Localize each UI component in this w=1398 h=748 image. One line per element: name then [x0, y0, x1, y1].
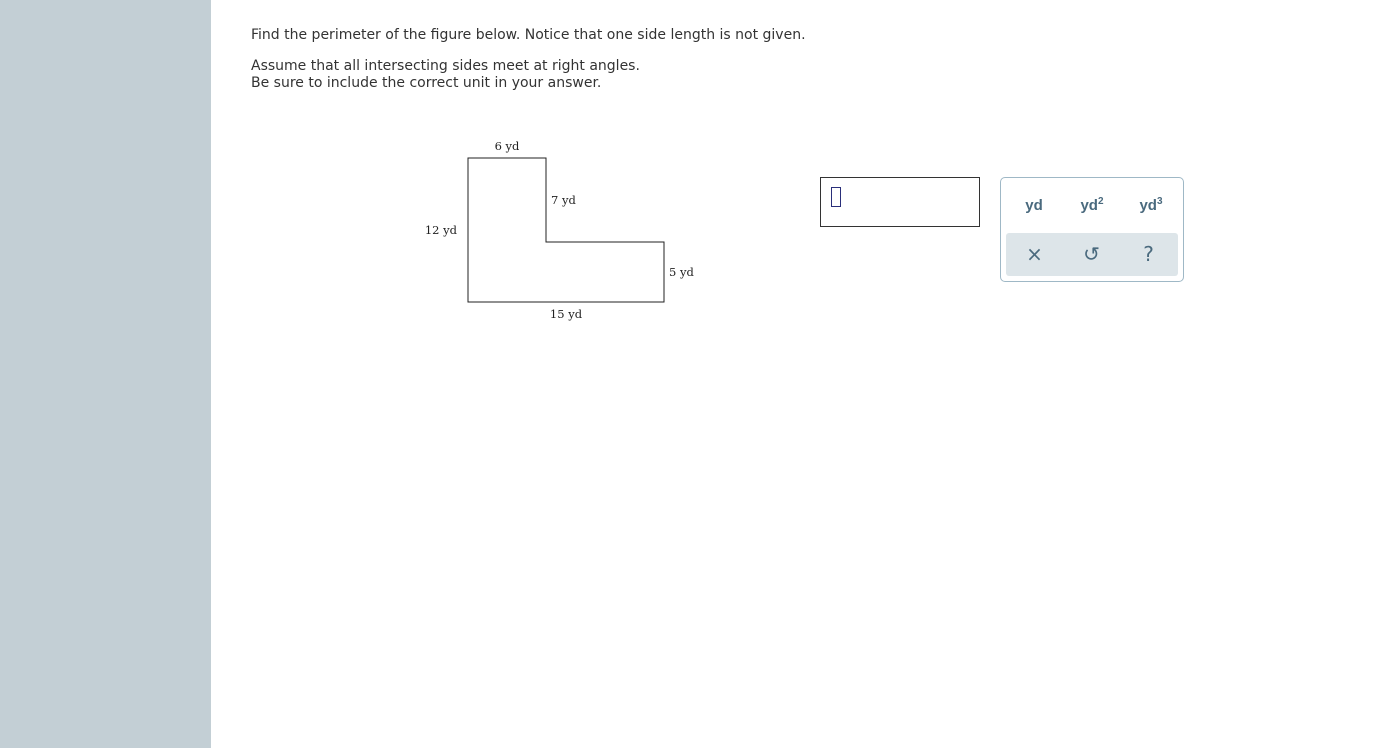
label-bottom: 15 yd: [549, 307, 583, 321]
help-icon[interactable]: ?: [1143, 242, 1154, 266]
unit-yd-cubed-button[interactable]: $yd^3$: [1139, 196, 1163, 214]
action-bar: [1006, 233, 1178, 276]
l-shape-figure: [211, 0, 811, 340]
undo-icon[interactable]: ↺: [1083, 242, 1100, 266]
input-cursor: [831, 187, 841, 207]
answer-input[interactable]: [820, 177, 980, 227]
main-content: [211, 0, 1398, 748]
instruction-line-1: Find the perimeter of the figure below. Notice that one side length is not given.: [251, 27, 806, 43]
label-right: 5 yd: [669, 265, 694, 279]
left-sidebar: [0, 0, 211, 748]
unit-yd-squared-button[interactable]: $yd^2$: [1080, 196, 1104, 214]
instruction-line-3: Be sure to include the correct unit in your answer.: [251, 75, 602, 91]
label-left: 12 yd: [424, 223, 457, 237]
label-inner-vertical: 7 yd: [551, 193, 576, 207]
clear-icon[interactable]: ×: [1026, 242, 1043, 266]
unit-palette: [1000, 177, 1184, 282]
unit-yd-button[interactable]: yd: [1025, 197, 1043, 214]
l-shape-outline: [468, 158, 664, 302]
instruction-line-2: Assume that all intersecting sides meet at right angles.: [251, 58, 640, 74]
label-top: 6 yd: [494, 139, 520, 153]
